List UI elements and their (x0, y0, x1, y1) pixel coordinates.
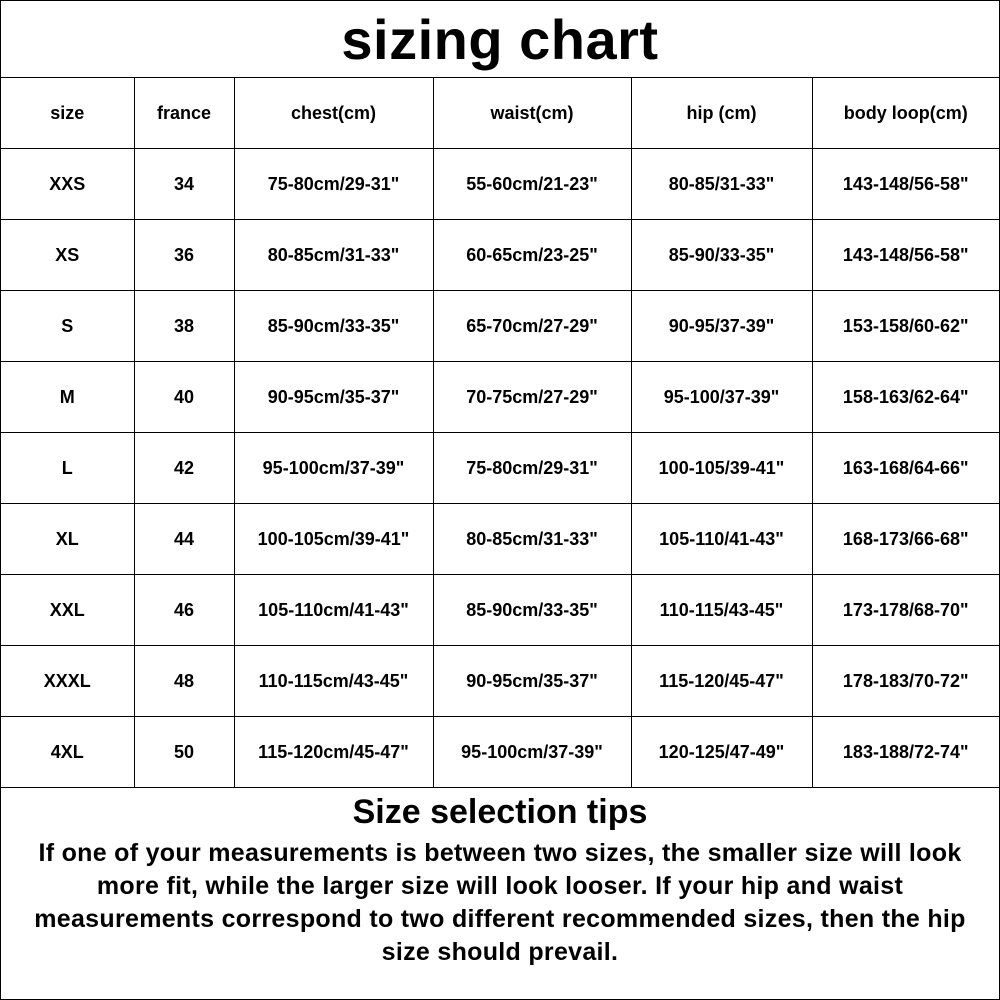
cell-size: XXL (1, 575, 134, 646)
size-table (1, 77, 999, 788)
cell-hip: 95-100/37-39" (631, 362, 812, 433)
table-row (1, 220, 999, 291)
header-france: france (134, 78, 234, 149)
cell-body-loop: 168-173/66-68" (812, 504, 999, 575)
table-row (1, 433, 999, 504)
cell-hip: 90-95/37-39" (631, 291, 812, 362)
cell-hip: 115-120/45-47" (631, 646, 812, 717)
cell-france: 48 (134, 646, 234, 717)
cell-waist: 90-95cm/35-37" (433, 646, 631, 717)
cell-hip: 110-115/43-45" (631, 575, 812, 646)
cell-france: 40 (134, 362, 234, 433)
cell-body-loop: 158-163/62-64" (812, 362, 999, 433)
cell-waist: 60-65cm/23-25" (433, 220, 631, 291)
table-row (1, 504, 999, 575)
cell-hip: 100-105/39-41" (631, 433, 812, 504)
tips-title: Size selection tips (352, 793, 648, 831)
cell-france: 36 (134, 220, 234, 291)
cell-size: XS (1, 220, 134, 291)
table-row (1, 717, 999, 788)
cell-size: S (1, 291, 134, 362)
cell-waist: 55-60cm/21-23" (433, 149, 631, 220)
cell-france: 34 (134, 149, 234, 220)
cell-france: 44 (134, 504, 234, 575)
cell-waist: 95-100cm/37-39" (433, 717, 631, 788)
cell-size: XXS (1, 149, 134, 220)
cell-hip: 120-125/47-49" (631, 717, 812, 788)
cell-france: 42 (134, 433, 234, 504)
cell-size: XXXL (1, 646, 134, 717)
cell-body-loop: 163-168/64-66" (812, 433, 999, 504)
header-row (1, 78, 999, 149)
cell-hip: 80-85/31-33" (631, 149, 812, 220)
cell-waist: 85-90cm/33-35" (433, 575, 631, 646)
cell-france: 46 (134, 575, 234, 646)
cell-chest: 90-95cm/35-37" (234, 362, 433, 433)
cell-chest: 80-85cm/31-33" (234, 220, 433, 291)
table-row (1, 646, 999, 717)
cell-france: 38 (134, 291, 234, 362)
cell-size: XL (1, 504, 134, 575)
table-row (1, 575, 999, 646)
cell-waist: 75-80cm/29-31" (433, 433, 631, 504)
cell-size: M (1, 362, 134, 433)
cell-size: L (1, 433, 134, 504)
cell-chest: 95-100cm/37-39" (234, 433, 433, 504)
table-row (1, 291, 999, 362)
cell-body-loop: 173-178/68-70" (812, 575, 999, 646)
cell-france: 50 (134, 717, 234, 788)
header-size: size (1, 78, 134, 149)
header-chest: chest(cm) (234, 78, 433, 149)
cell-chest: 115-120cm/45-47" (234, 717, 433, 788)
cell-body-loop: 143-148/56-58" (812, 220, 999, 291)
header-hip: hip (cm) (631, 78, 812, 149)
cell-hip: 85-90/33-35" (631, 220, 812, 291)
cell-size: 4XL (1, 717, 134, 788)
header-body-loop: body loop(cm) (812, 78, 999, 149)
size-tips (1, 789, 999, 999)
cell-body-loop: 178-183/70-72" (812, 646, 999, 717)
cell-chest: 105-110cm/41-43" (234, 575, 433, 646)
cell-chest: 100-105cm/39-41" (234, 504, 433, 575)
table-row (1, 362, 999, 433)
chart-title: sizing chart (341, 7, 659, 71)
tips-body: If one of your measurements is between two sizes, the smaller size will look more fit, while the larger size will look looser. If your hip and waist measurements correspond to two different recommended sizes, then the hip size should prevail. (34, 839, 966, 966)
cell-body-loop: 153-158/60-62" (812, 291, 999, 362)
cell-chest: 85-90cm/33-35" (234, 291, 433, 362)
table-row (1, 149, 999, 220)
cell-waist: 80-85cm/31-33" (433, 504, 631, 575)
header-waist: waist(cm) (433, 78, 631, 149)
cell-body-loop: 183-188/72-74" (812, 717, 999, 788)
cell-body-loop: 143-148/56-58" (812, 149, 999, 220)
cell-waist: 70-75cm/27-29" (433, 362, 631, 433)
cell-waist: 65-70cm/27-29" (433, 291, 631, 362)
cell-chest: 75-80cm/29-31" (234, 149, 433, 220)
cell-chest: 110-115cm/43-45" (234, 646, 433, 717)
cell-hip: 105-110/41-43" (631, 504, 812, 575)
table-body (1, 149, 999, 788)
